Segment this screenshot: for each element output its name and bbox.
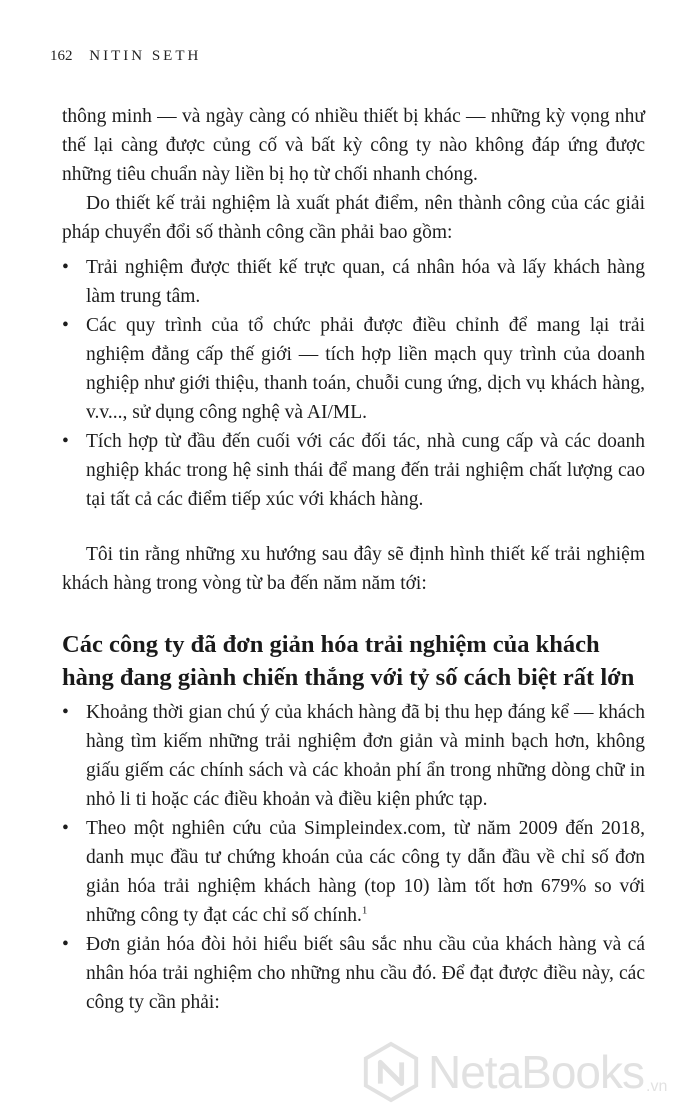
list-item-text: Theo một nghiên cứu của Simpleindex.com, từ năm 2009 đến 2018, danh mục đầu tư chứng khoán của các công ty dẫn đầu về chỉ số đơn giản hóa trải nghiệm khách hàng (top 10) làm tốt hơn 679% so với những công ty đạt các chỉ số chính. (86, 818, 645, 926)
watermark-tld: .vn (646, 1078, 668, 1095)
section-simplified-experience (62, 628, 645, 1017)
section-heading: Các công ty đã đơn giản hóa trải nghiệm của khách hàng đang giành chiến thắng với tỷ số cách biệt rất lớn (62, 631, 635, 691)
running-head (50, 48, 201, 65)
paragraph-3: Tôi tin rằng những xu hướng sau đây sẽ định hình thiết kế trải nghiệm khách hàng trong vòng từ ba đến năm năm tới: (62, 544, 645, 594)
list-item (62, 814, 645, 930)
section-intro (62, 102, 645, 598)
bullet-list-2 (62, 698, 645, 1017)
footnote-marker: 1 (361, 904, 368, 917)
page-number: 162 (50, 48, 73, 64)
netabooks-logo-icon (360, 1041, 422, 1103)
list-item: • Khoảng thời gian chú ý của khách hàng đã bị thu hẹp đáng kể — khách hàng tìm kiếm những trải nghiệm đơn giản và minh bạch hơn, không giấu giếm các chính sách và các khoản phí ẩn trong những dòng chữ in nhỏ li ti hoặc các điều khoản và điều kiện phức tạp. (62, 698, 645, 814)
list-item: • Các quy trình của tổ chức phải được điều chỉnh để mang lại trải nghiệm đẳng cấp thế giới — tích hợp liền mạch quy trình của doanh nghiệp như giới thiệu, thanh toán, chuỗi cung ứng, dịch vụ khách hàng, v.v..., sử dụng công nghệ và AI/ML. (62, 311, 645, 427)
author-name: NITIN SETH (89, 48, 202, 64)
list-item: • Trải nghiệm được thiết kế trực quan, cá nhân hóa và lấy khách hàng làm trung tâm. (62, 253, 645, 311)
list-item: • Tích hợp từ đầu đến cuối với các đối tác, nhà cung cấp và các doanh nghiệp khác trong hệ sinh thái để mang đến trải nghiệm chất lượng cao tại tất cả các điểm tiếp xúc với khách hàng. (62, 427, 645, 514)
list-item: • Đơn giản hóa đòi hỏi hiểu biết sâu sắc nhu cầu của khách hàng và cá nhân hóa trải nghiệm cho những nhu cầu đó. Để đạt được điều này, các công ty cần phải: (62, 930, 645, 1017)
paragraph-2: Do thiết kế trải nghiệm là xuất phát điểm, nên thành công của các giải pháp chuyển đổi số thành công cần phải bao gồm: (62, 193, 645, 243)
watermark-brand: NetaBooks (428, 1046, 645, 1098)
netabooks-watermark (360, 1034, 690, 1110)
paragraph-1: thông minh — và ngày càng có nhiều thiết bị khác — những kỳ vọng như thế lại càng được củng cố và bất kỳ công ty nào không đáp ứng được những tiêu chuẩn này liền bị họ từ chối nhanh chóng. (62, 106, 645, 185)
bullet-list-1 (62, 253, 645, 514)
